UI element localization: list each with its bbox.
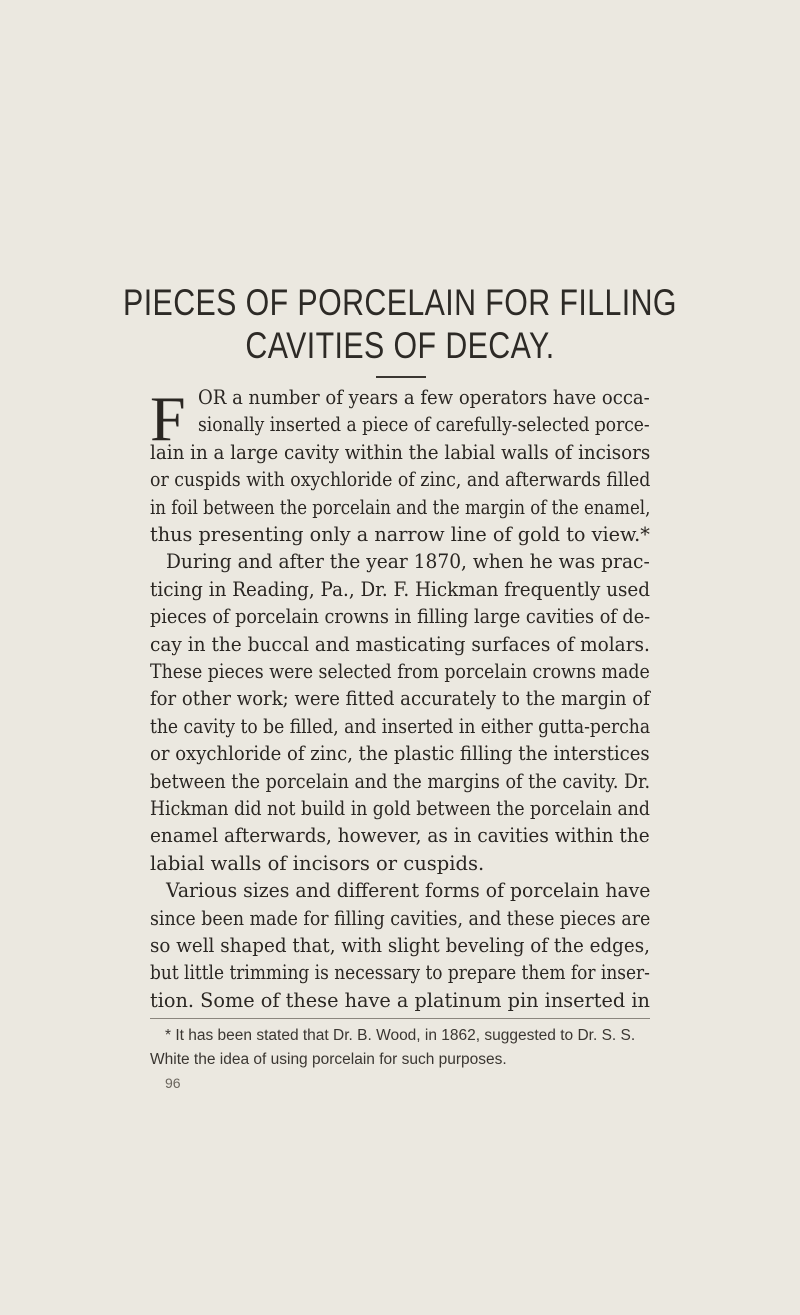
body-line: Various sizes and different forms of porcelain have [166,879,651,903]
body-line: cay in the buccal and masticating surfaces of molars. [150,632,650,656]
body-line: sionally inserted a piece of carefully-selected porce- [198,413,650,437]
footnote-line: * It has been stated that Dr. B. Wood, in 1862, suggested to Dr. S. S. [165,1027,636,1044]
body-line: enamel afterwards, however, as in cavities within the [150,824,650,848]
body-line: so well shaped that, with slight beveling of the edges, [150,934,650,957]
footnote-divider [150,1018,650,1019]
body-line: since been made for filling cavities, and these pieces are [150,906,651,930]
body-line: or oxychloride of zinc, the plastic filling the interstices [150,742,650,766]
body-line: OR a number of years a few operators have occa- [198,386,650,409]
page-number: 96 [165,1075,181,1091]
body-line: These pieces were selected from porcelain crowns made [150,660,650,683]
chapter-title-line-2: CAVITIES OF DECAY. [245,325,555,366]
body-line: the cavity to be filled, and inserted in either gutta-percha [150,714,651,738]
body-line: pieces of porcelain crowns in filling large cavities of de- [150,605,651,629]
chapter-title-line-1: PIECES OF PORCELAIN FOR FILLING [123,282,677,323]
body-line: in foil between the porcelain and the margin of the enamel, [150,495,651,519]
body-line: or cuspids with oxychloride of zinc, and afterwards filled [150,468,651,492]
body-line: During and after the year 1870, when he was prac- [166,550,650,574]
title-divider [376,376,426,378]
body-line: ticing in Reading, Pa., Dr. F. Hickman frequently used [150,577,650,601]
body-line: between the porcelain and the margins of the cavity. Dr. [150,769,651,793]
drop-cap: F [150,383,186,454]
body-line: Hickman did not build in gold between the porcelain and [150,797,650,820]
body-line: labial walls of incisors or cuspids. [150,851,485,875]
body-line: lain in a large cavity within the labial walls of incisors [150,440,651,464]
body-line: thus presenting only a narrow line of gold to view.* [150,523,650,546]
body-line: but little trimming is necessary to prepare them for inser- [150,961,650,985]
footnote-line: White the idea of using porcelain for such purposes. [150,1051,507,1068]
body-line: tion. Some of these have a platinum pin inserted in [150,988,650,1012]
body-line: for other work; were fitted accurately to the margin of [150,687,650,711]
